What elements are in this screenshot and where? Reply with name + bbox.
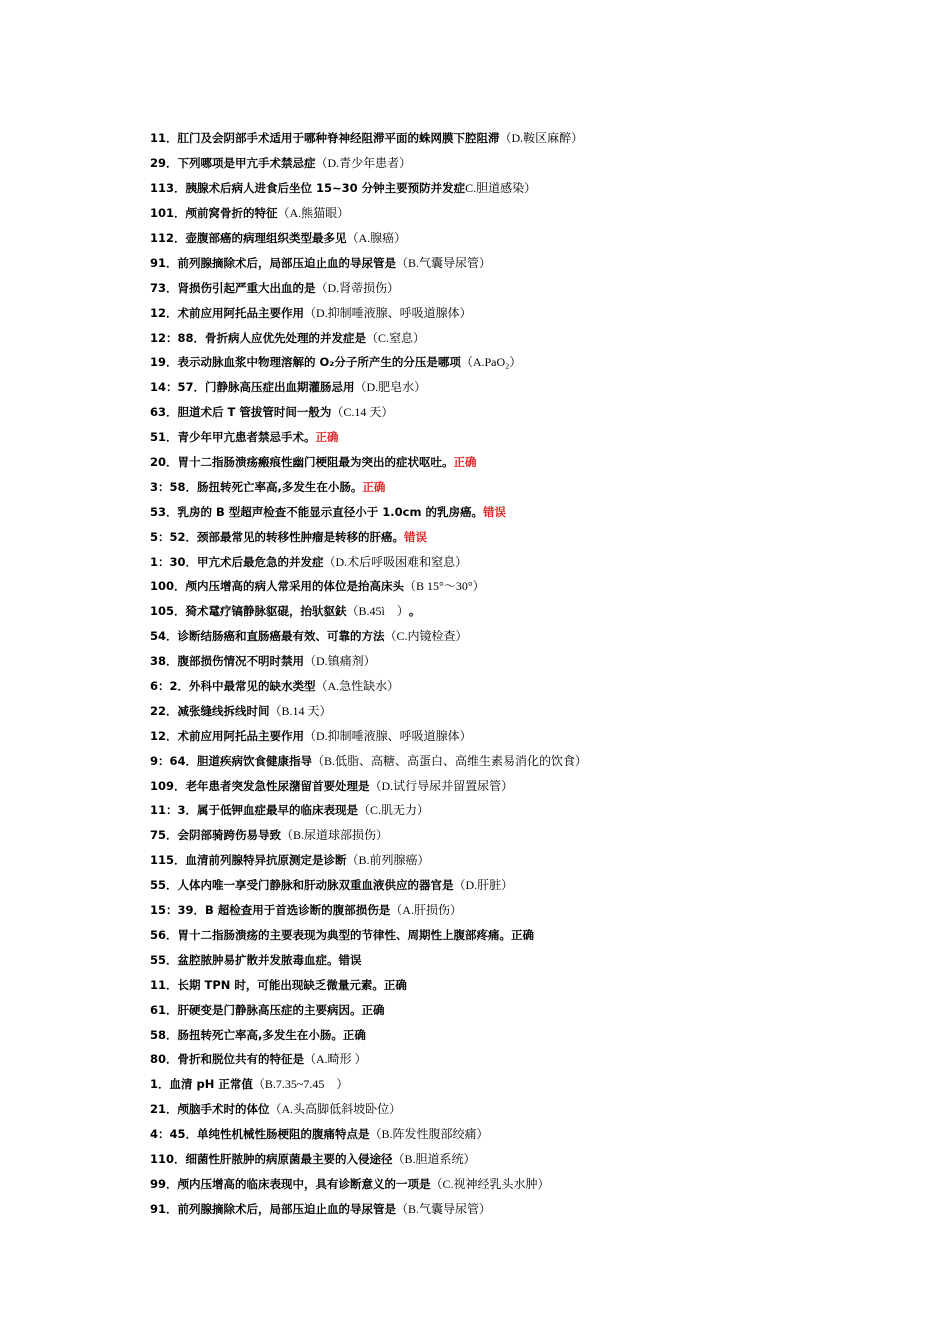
- question-text: 58．肠扭转死亡率高,多发生在小肠。正确: [150, 1027, 366, 1042]
- question-line: [150, 947, 910, 972]
- question-line: [150, 524, 910, 549]
- question-text: 101．颅前窝骨折的特征: [150, 206, 278, 221]
- question-line: [150, 250, 910, 275]
- question-line: [150, 300, 910, 325]
- question-line: [150, 997, 910, 1022]
- verdict-text: 正确: [315, 430, 339, 445]
- answer-text: （D.肥皂水）: [354, 380, 427, 395]
- question-line: [150, 1147, 910, 1172]
- question-line: [150, 126, 910, 151]
- question-text: 105．猗术鼋疗镐静脉䝙䃂，抬驮䝙鈇: [150, 604, 347, 619]
- answer-text: （C.内镜检查）: [384, 629, 468, 644]
- question-line: [150, 1122, 910, 1147]
- answer-text: （A.PaO₂）: [460, 355, 522, 370]
- question-line: [150, 375, 910, 400]
- answer-text: （D.肝脏）: [453, 878, 514, 893]
- answer-text: （B.14 天）: [269, 703, 332, 718]
- answer-text: （B.前列腺癌）: [346, 853, 430, 868]
- question-text: 11：3．属于低钾血症最早的临床表现是: [150, 803, 359, 818]
- answer-text: （C.肌无力）: [358, 803, 430, 818]
- question-text: 11．长期 TPN 时，可能出现缺乏微量元素。正确: [150, 977, 407, 992]
- answer-text: （C.14 天）: [331, 405, 394, 420]
- question-text: 55．盆腔脓肿易扩散并发脓毒血症。错误: [150, 952, 362, 967]
- question-line: [150, 798, 910, 823]
- question-text: 15：39．B 超检查用于首选诊断的腹部损伤是: [150, 903, 391, 918]
- answer-text: （A.急性缺水）: [315, 679, 400, 694]
- question-line: [150, 1171, 910, 1196]
- question-line: [150, 176, 910, 201]
- question-line: [150, 649, 910, 674]
- question-text: 12．术前应用阿托品主要作用: [150, 305, 305, 320]
- question-text: 3：58．肠扭转死亡率高,多发生在小肠。: [150, 479, 363, 494]
- answer-text: （A.腺癌）: [346, 231, 407, 245]
- question-text: 73．肾损伤引起严重大出血的是: [150, 280, 316, 295]
- question-line: [150, 674, 910, 699]
- answer-text: （D.镇痛剂）: [304, 654, 376, 669]
- answer-text: （B.尿道球部损伤）: [281, 828, 389, 843]
- answer-text: （D.抑制唾液腺、呼吸道腺体）: [304, 305, 472, 320]
- question-line: [150, 972, 910, 997]
- answer-text: （B.阵发性腹部绞痛）: [369, 1127, 489, 1142]
- answer-text: （B.45ì ）: [346, 604, 409, 619]
- question-text: 21．颅脑手术时的体位: [150, 1102, 270, 1117]
- question-text: 53．乳房的 B 型超声检查不能显示直径小于 1.0cm 的乳房癌。: [150, 504, 483, 519]
- question-line: [150, 275, 910, 300]
- question-text: 63．胆道术后 T 管拔管时间一般为: [150, 405, 332, 420]
- answer-text: （D.鞍区麻醉）: [499, 131, 584, 146]
- question-text: 1．血清 pH 正常值: [150, 1077, 253, 1092]
- question-line: [150, 599, 910, 624]
- verdict-text: 正确: [362, 479, 386, 494]
- question-text: 115．血清前列腺特异抗原测定是诊断: [150, 853, 347, 868]
- question-line: [150, 923, 910, 948]
- question-text: 6：2．外科中最常见的缺水类型: [150, 679, 316, 694]
- answer-text: （D.试行导尿并留置尿管）: [369, 778, 514, 793]
- verdict-text: 正确: [453, 455, 477, 470]
- answer-text: （A.熊猫眼）: [277, 206, 350, 221]
- question-text: 19．表示动脉血浆中物理溶解的 O₂分子所产生的分压是哪项: [150, 355, 461, 370]
- question-line: [150, 151, 910, 176]
- question-text: 112．壶腹部癌的病理组织类型最多见: [150, 231, 347, 245]
- question-line: [150, 748, 910, 773]
- verdict-text: 错误: [482, 504, 506, 519]
- answer-text: （B.低脂、高糖、高蛋白、高维生素易消化的饮食）: [312, 753, 588, 768]
- question-line: [150, 848, 910, 873]
- question-text: 1：30．甲亢术后最危急的并发症: [150, 554, 324, 569]
- answer-text: （D.术后呼吸困难和窒息）: [323, 554, 468, 569]
- verdict-text: 。: [408, 604, 421, 619]
- question-text: 55．人体内唯一享受门静脉和肝动脉双重血液供应的器官是: [150, 878, 454, 893]
- question-line: [150, 723, 910, 748]
- answer-text: （B.气囊导尿管）: [396, 1201, 492, 1216]
- answer-text: （D.肾蒂损伤）: [315, 280, 400, 295]
- question-text: 12．术前应用阿托品主要作用: [150, 728, 305, 743]
- question-line: [150, 425, 910, 450]
- question-line: [150, 1196, 910, 1221]
- question-line: [150, 1047, 910, 1072]
- question-text: 4：45．单纯性机械性肠梗阻的腹痛特点是: [150, 1127, 370, 1142]
- question-line: [150, 698, 910, 723]
- question-line: [150, 873, 910, 898]
- question-line: [150, 201, 910, 226]
- answer-text: （B.7.35~7.45 ）: [252, 1077, 349, 1092]
- answer-text: （A.头高脚低斜坡卧位）: [269, 1102, 402, 1117]
- question-line: [150, 823, 910, 848]
- answer-text: （A.畸形 ）: [304, 1052, 367, 1067]
- question-line: [150, 549, 910, 574]
- question-text: 20．胃十二指肠溃疡瘢痕性幽门梗阻最为突出的症状呕吐。: [150, 455, 454, 470]
- question-text: 22．减张缝线拆线时间: [150, 703, 270, 718]
- question-line: [150, 624, 910, 649]
- answer-text: C.胆道感染）: [465, 181, 537, 196]
- answer-text: （D.青少年患者）: [315, 156, 412, 171]
- question-text: 56．胃十二指肠溃疡的主要表现为典型的节律性、周期性上腹部疼痛。正确: [150, 927, 534, 942]
- answer-text: （B.气囊导尿管）: [396, 255, 492, 270]
- question-text: 9：64．胆道疾病饮食健康指导: [150, 753, 313, 768]
- question-text: 110．细菌性肝脓肿的病原菌最主要的入侵途径: [150, 1151, 393, 1166]
- question-text: 75．会阴部骑跨伤易导致: [150, 828, 282, 843]
- question-text: 80．骨折和脱位共有的特征是: [150, 1052, 305, 1067]
- verdict-text: 错误: [404, 529, 428, 544]
- question-text: 91．前列腺摘除术后，局部压迫止血的导尿管是: [150, 255, 397, 270]
- question-line: [150, 400, 910, 425]
- question-line: [150, 450, 910, 475]
- answer-text: （C.视神经乳头水肿）: [430, 1176, 550, 1191]
- question-line: [150, 1072, 910, 1097]
- question-text: 113．胰腺术后病人进食后坐位 15~30 分钟主要预防并发症: [150, 181, 466, 196]
- question-line: [150, 574, 910, 599]
- question-line: [150, 325, 910, 350]
- question-text: 11．肛门及会阴部手术适用于哪种脊神经阻滞平面的蛛网膜下腔阻滞: [150, 131, 500, 146]
- question-text: 14：57．门静脉高压症出血期灌肠忌用: [150, 380, 355, 395]
- question-line: [150, 474, 910, 499]
- question-line: [150, 499, 910, 524]
- question-text: 109．老年患者突发急性尿潴留首要处理是: [150, 778, 370, 793]
- answer-text: （D.抑制唾液腺、呼吸道腺体）: [304, 728, 472, 743]
- question-list: [150, 126, 910, 1221]
- question-text: 61．肝硬变是门静脉高压症的主要病因。正确: [150, 1002, 385, 1017]
- question-line: [150, 898, 910, 923]
- question-text: 99．颅内压增高的临床表现中，具有诊断意义的一项是: [150, 1176, 431, 1191]
- answer-text: （B 15°～30°）: [404, 579, 485, 594]
- question-line: [150, 1022, 910, 1047]
- answer-text: （C.窒息）: [366, 330, 426, 345]
- question-text: 29．下列哪项是甲亢手术禁忌症: [150, 156, 316, 171]
- question-text: 91．前列腺摘除术后，局部压迫止血的导尿管是: [150, 1201, 397, 1216]
- answer-text: （A.肝损伤）: [390, 903, 462, 918]
- answer-text: （B.胆道系统）: [392, 1151, 476, 1166]
- question-line: [150, 226, 910, 251]
- question-line: [150, 773, 910, 798]
- question-text: 100．颅内压增高的病人常采用的体位是抬高床头: [150, 579, 405, 594]
- question-line: [150, 350, 910, 375]
- question-text: 38．腹部损伤情况不明时禁用: [150, 654, 305, 669]
- question-text: 12：88．骨折病人应优先处理的并发症是: [150, 330, 367, 345]
- question-line: [150, 1097, 910, 1122]
- question-text: 54．诊断结肠癌和直肠癌最有效、可靠的方法: [150, 629, 385, 644]
- question-text: 51．青少年甲亢患者禁忌手术。: [150, 430, 316, 445]
- question-text: 5：52．颈部最常见的转移性肿瘤是转移的肝癌。: [150, 529, 405, 544]
